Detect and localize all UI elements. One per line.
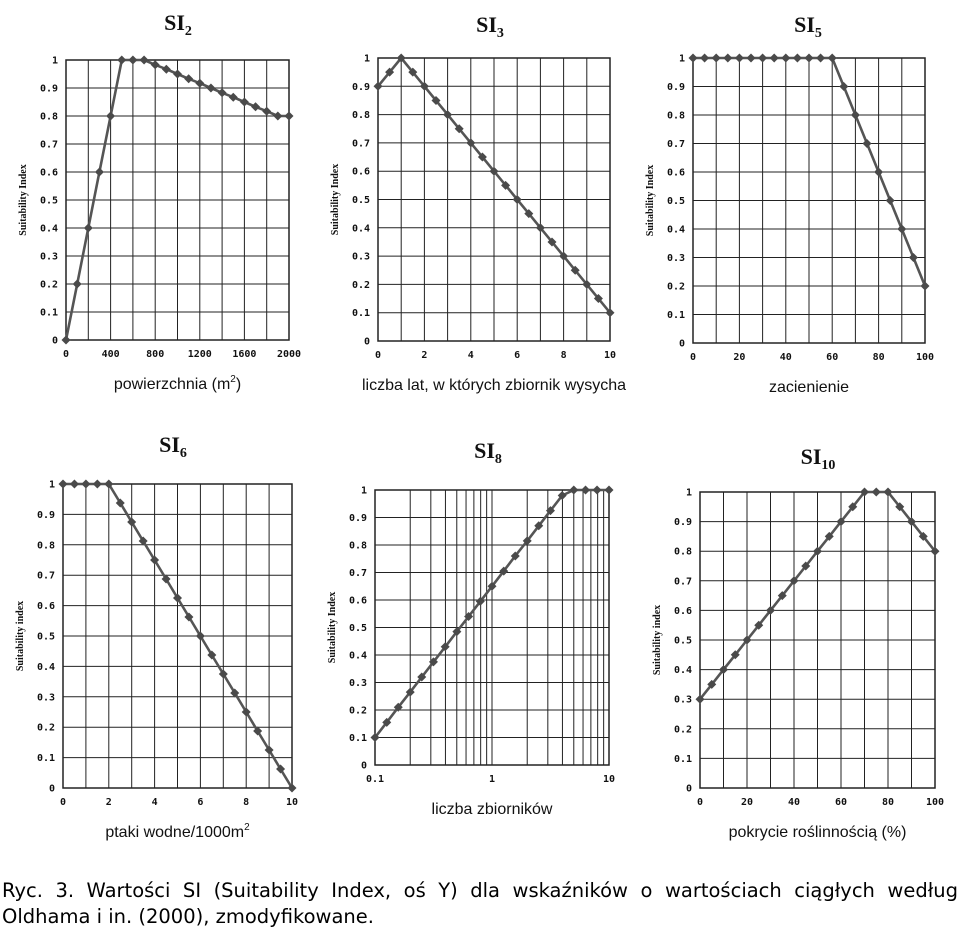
x-tick-label: 8 <box>560 350 567 361</box>
y-tick-label: 0.2 <box>673 724 692 736</box>
y-tick-label: 0.7 <box>666 139 685 150</box>
data-point <box>140 56 149 65</box>
data-point <box>84 224 93 233</box>
x-tick-label: 0 <box>374 350 382 361</box>
data-point <box>59 480 68 489</box>
x-tick-label: 2 <box>421 350 428 361</box>
data-point <box>285 112 294 121</box>
y-tick-label: 0.2 <box>348 705 367 717</box>
y-tick-label: 0.2 <box>39 279 58 291</box>
chart-si3 <box>330 12 626 394</box>
y-tick-label: 0.7 <box>36 570 55 582</box>
data-point <box>828 54 837 63</box>
chart-title: $SI_3$ <box>476 12 504 41</box>
y-axis-label: Suitability Index <box>327 591 338 664</box>
data-point <box>184 74 193 83</box>
chart-si6 <box>15 432 298 841</box>
chart-title: $SI_8$ <box>474 438 502 467</box>
data-point <box>173 70 182 79</box>
data-point <box>70 480 79 489</box>
data-point <box>62 336 71 345</box>
data-point <box>251 102 260 111</box>
data-point <box>758 54 767 63</box>
x-tick-label: 0 <box>696 797 704 808</box>
data-point <box>95 168 104 177</box>
data-point <box>816 54 825 63</box>
x-axis-label: pokrycie roślinnością (%) <box>728 824 907 841</box>
data-point <box>886 196 895 205</box>
data-point <box>872 488 881 497</box>
x-tick-label: 800 <box>146 349 165 360</box>
x-tick-label: 4 <box>151 797 158 808</box>
y-tick-label: 0.5 <box>348 623 367 634</box>
x-tick-label: 10 <box>603 350 617 361</box>
data-point <box>897 225 906 234</box>
data-point <box>805 54 814 63</box>
data-point <box>593 486 602 495</box>
y-tick-label: 1 <box>685 487 692 499</box>
data-point <box>128 56 137 65</box>
data-point <box>218 88 227 97</box>
x-tick-label: 40 <box>779 352 792 363</box>
x-tick-label: 1600 <box>232 349 257 360</box>
y-tick-label: 0.4 <box>666 224 685 236</box>
x-tick-label: 6 <box>197 797 204 808</box>
y-tick-label: 0.2 <box>351 279 370 291</box>
y-tick-label: 0.4 <box>348 650 367 662</box>
data-point <box>781 54 790 63</box>
y-tick-label: 1 <box>51 55 58 67</box>
y-tick-label: 0.3 <box>348 678 367 689</box>
y-tick-label: 0.8 <box>351 110 370 122</box>
data-point <box>117 56 126 65</box>
data-point <box>273 112 282 121</box>
y-tick-label: 0.7 <box>39 139 58 151</box>
data-point <box>262 107 271 116</box>
data-point <box>605 486 614 495</box>
y-tick-label: 0.8 <box>673 546 692 558</box>
chart-title: $SI_6$ <box>159 432 187 461</box>
x-tick-label: 1200 <box>187 349 212 360</box>
chart-si10 <box>652 444 944 841</box>
y-tick-label: 0.9 <box>39 83 58 95</box>
x-tick-label: 0 <box>689 352 697 363</box>
y-tick-label: 0.3 <box>673 694 692 706</box>
y-tick-label: 0.4 <box>39 223 58 235</box>
x-tick-label: 0.1 <box>365 774 385 785</box>
y-tick-label: 0 <box>360 760 367 772</box>
x-tick-label: 60 <box>826 352 839 363</box>
y-tick-label: 0 <box>678 338 685 350</box>
data-point <box>921 282 930 291</box>
y-tick-label: 1 <box>360 485 367 497</box>
y-axis-label: Suitability Index <box>645 164 656 237</box>
data-point <box>770 54 779 63</box>
x-tick-label: 80 <box>881 797 895 808</box>
y-tick-label: 0.8 <box>666 110 685 122</box>
x-tick-label: 2000 <box>276 349 302 360</box>
y-tick-label: 0.4 <box>36 661 55 673</box>
data-point <box>723 54 732 63</box>
x-tick-label: 10 <box>285 797 299 808</box>
x-tick-label: 100 <box>925 797 945 808</box>
y-tick-label: 0.8 <box>36 540 55 552</box>
data-point <box>106 112 115 121</box>
x-tick-label: 20 <box>733 352 746 363</box>
y-tick-label: 0.6 <box>36 601 55 613</box>
y-axis-label: Suitability index <box>15 600 26 672</box>
data-point <box>735 54 744 63</box>
y-tick-label: 0.5 <box>36 631 55 643</box>
x-tick-label: 1 <box>488 774 496 785</box>
data-point <box>700 54 709 63</box>
y-tick-label: 0.5 <box>351 195 370 206</box>
y-tick-label: 0.1 <box>39 307 58 319</box>
y-tick-label: 0.2 <box>36 722 55 734</box>
y-tick-label: 0.5 <box>673 635 692 647</box>
y-tick-label: 0.5 <box>39 195 58 207</box>
y-axis-label: Suitability Index <box>18 164 29 236</box>
y-tick-label: 0.9 <box>36 509 55 521</box>
chart-title: $SI_2$ <box>164 10 192 39</box>
x-tick-label: 400 <box>101 349 120 360</box>
data-point <box>863 139 872 148</box>
y-tick-label: 1 <box>678 53 685 65</box>
x-tick-label: 60 <box>834 797 848 808</box>
y-tick-label: 0.5 <box>666 196 685 207</box>
y-tick-label: 0 <box>51 335 58 347</box>
y-tick-label: 0.6 <box>351 166 370 178</box>
y-tick-label: 0.3 <box>666 253 685 264</box>
data-point <box>81 480 90 489</box>
y-tick-label: 0.1 <box>673 753 692 765</box>
y-tick-label: 0.1 <box>351 308 370 320</box>
data-point <box>874 168 883 177</box>
data-point <box>569 486 578 495</box>
y-axis-label: Suitability Index <box>330 163 341 236</box>
data-point <box>851 111 860 120</box>
x-tick-label: 4 <box>467 350 474 361</box>
x-tick-label: 2 <box>105 797 112 808</box>
data-point <box>151 60 160 69</box>
data-point <box>93 480 102 489</box>
y-tick-label: 0.6 <box>348 595 367 607</box>
x-tick-label: 10 <box>602 774 616 785</box>
data-point <box>195 79 204 88</box>
data-point <box>909 253 918 262</box>
y-tick-label: 0.1 <box>36 753 55 765</box>
y-axis-label: Suitability index <box>652 604 663 676</box>
data-point <box>689 54 698 63</box>
data-point <box>240 98 249 107</box>
y-tick-label: 0.9 <box>351 81 370 93</box>
figure-caption: Ryc. 3. Wartości SI (Suitability Index, oś Y) dla wskaźników o wartościach ciągłych według Oldhama i in. (2000), zmodyfikowane. <box>2 879 958 928</box>
x-tick-label: 0 <box>62 349 70 360</box>
y-tick-label: 0.4 <box>673 665 692 677</box>
data-point <box>581 486 590 495</box>
y-tick-label: 0.3 <box>36 692 55 704</box>
x-tick-label: 100 <box>915 352 935 363</box>
y-tick-label: 0 <box>685 783 692 795</box>
x-tick-label: 20 <box>740 797 754 808</box>
x-tick-label: 40 <box>787 797 801 808</box>
x-tick-label: 6 <box>514 350 521 361</box>
data-point <box>712 54 721 63</box>
y-tick-label: 0.9 <box>673 517 692 529</box>
y-tick-label: 0.1 <box>348 733 367 744</box>
y-tick-label: 0.4 <box>351 223 370 235</box>
y-tick-label: 0.3 <box>39 251 58 263</box>
x-axis-label: ptaki wodne/$1000m^2$ <box>105 822 250 841</box>
data-point <box>793 54 802 63</box>
x-axis-label: zacienienie <box>768 379 850 396</box>
x-axis-label: liczba zbiorników <box>431 801 553 818</box>
y-tick-label: 0.8 <box>39 111 58 123</box>
data-point <box>839 82 848 91</box>
data-point <box>747 54 756 63</box>
data-point <box>73 280 82 289</box>
chart-si8 <box>327 438 615 818</box>
chart-si5 <box>645 12 934 396</box>
y-tick-label: 0.7 <box>348 568 367 579</box>
x-tick-label: 8 <box>243 797 250 808</box>
data-point <box>206 84 215 93</box>
chart-title: $SI_5$ <box>794 12 822 41</box>
y-tick-label: 0 <box>48 783 55 795</box>
x-tick-label: 0 <box>59 797 67 808</box>
y-tick-label: 0.8 <box>348 540 367 552</box>
data-point <box>162 65 171 74</box>
chart-si2 <box>18 10 301 393</box>
y-tick-label: 0.2 <box>666 281 685 293</box>
y-tick-label: 0 <box>363 336 370 348</box>
y-tick-label: 0.7 <box>673 576 692 588</box>
data-point <box>229 93 238 102</box>
y-tick-label: 0.6 <box>673 605 692 617</box>
y-tick-label: 0.1 <box>666 310 685 321</box>
x-axis-label: liczba lat, w których zbiornik wysycha <box>361 377 627 394</box>
y-tick-label: 0.9 <box>666 82 685 93</box>
y-tick-label: 0.3 <box>351 251 370 263</box>
y-tick-label: 0.9 <box>348 513 367 524</box>
y-tick-label: 0.7 <box>351 138 370 150</box>
y-tick-label: 1 <box>48 479 55 491</box>
x-axis-label: powierzchnia $(m^2)$ <box>113 374 242 393</box>
x-tick-label: 80 <box>872 352 885 363</box>
y-tick-label: 1 <box>363 53 370 65</box>
y-tick-label: 0.6 <box>666 167 685 179</box>
chart-title: $SI_{10}$ <box>800 444 836 473</box>
y-tick-label: 0.6 <box>39 167 58 179</box>
